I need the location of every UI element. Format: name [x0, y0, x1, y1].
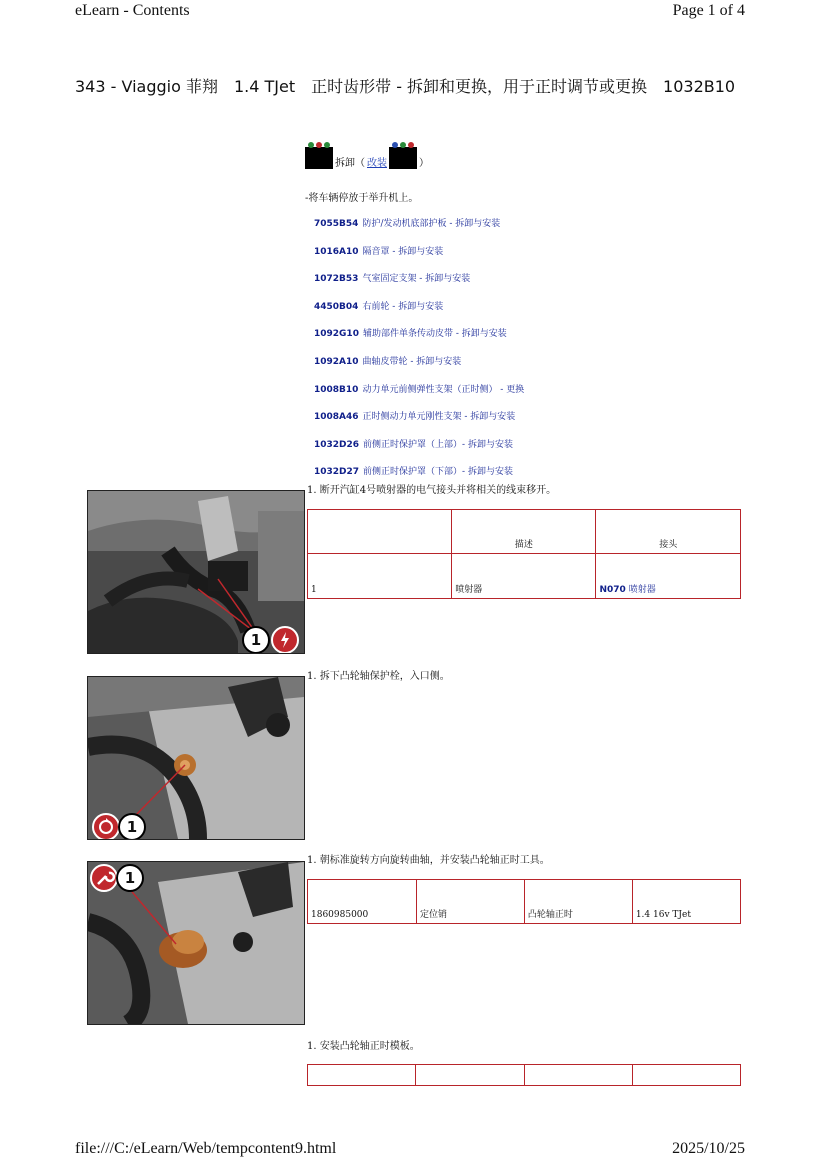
procedure-code: 1092G10 [314, 329, 359, 340]
procedure-code: 1008A46 [314, 412, 359, 423]
procedure-text: 右前轮 - 拆卸与安装 [362, 301, 444, 312]
table-cell[interactable] [596, 554, 741, 599]
callout-number: 1 [242, 626, 270, 654]
wrench-icon [90, 864, 118, 892]
tool-icon [389, 147, 417, 169]
table-header: 接头 [596, 510, 741, 554]
connector-text: 喷射器 [628, 585, 656, 595]
procedure-link[interactable] [314, 354, 524, 382]
table-cell [308, 1065, 416, 1086]
table-header [308, 510, 452, 554]
remove-icon [92, 813, 120, 840]
injector-connector-photo [87, 490, 305, 654]
camshaft-plug-photo [87, 676, 305, 840]
procedure-code: 1016A10 [314, 246, 359, 257]
procedure-link-list [314, 216, 524, 492]
tool-engine: 1.4 16v TJet [632, 880, 740, 924]
tool-name: 定位销 [416, 880, 524, 924]
callout-number: 1 [118, 813, 146, 840]
procedure-link[interactable] [314, 437, 524, 465]
table-cell: 喷射器 [452, 554, 596, 599]
procedure-link[interactable] [314, 409, 524, 437]
removal-section [305, 147, 429, 169]
tool-table [307, 879, 741, 924]
table-cell [524, 1065, 632, 1086]
removal-label: 拆卸（ [335, 158, 365, 169]
print-date: 2025/10/25 [672, 1140, 745, 1157]
procedure-code: 1032D27 [314, 467, 360, 478]
connector-table [307, 509, 741, 599]
table-cell [416, 1065, 524, 1086]
procedure-code: 4450B04 [314, 301, 359, 312]
procedure-text: 防护/发动机底部护板 - 拆卸与安装 [362, 219, 501, 229]
page-info: Page 1 of 4 [672, 2, 745, 19]
procedure-text: 隔音罩 - 拆卸与安装 [362, 246, 444, 257]
procedure-link[interactable] [314, 299, 524, 327]
procedure-code: 7055B54 [314, 219, 359, 229]
procedure-text: 前侧正时保护罩（下部）- 拆卸与安装 [363, 467, 513, 478]
table-cell: 1 [308, 554, 452, 599]
page-title: 343 - Viaggio 菲翔 1.4 TJet 正时齿形带 - 拆卸和更换，用于正时调节或更换 1032B10 [75, 77, 736, 96]
step-text: 1. 安装凸轮轴正时模板。 [307, 1041, 420, 1052]
removal-close: ） [419, 158, 429, 169]
procedure-code: 1072B53 [314, 274, 359, 285]
tool-part-number: 1860985000 [308, 880, 417, 924]
callout-number: 1 [116, 864, 144, 892]
lift-icon [305, 147, 333, 169]
tool-purpose: 凸轮轴正时 [524, 880, 632, 924]
procedure-text: 曲轴皮带轮 - 拆卸与安装 [362, 356, 462, 367]
procedure-text: 辅助部件单条传动皮带 - 拆卸与安装 [362, 329, 507, 340]
procedure-link[interactable] [314, 244, 524, 272]
procedure-code: 1092A10 [314, 356, 359, 367]
file-path: file:///C:/eLearn/Web/tempcontent9.html [75, 1140, 337, 1157]
procedure-link[interactable] [314, 216, 524, 244]
instruction-text: -将车辆停放于举升机上。 [305, 193, 419, 204]
procedure-text: 前侧正时保护罩（上部）- 拆卸与安装 [363, 439, 513, 450]
template-table [307, 1064, 741, 1086]
connector-code: N070 [599, 585, 626, 595]
step-text: 1. 断开汽缸4号喷射器的电气接头并将相关的线束移开。 [307, 485, 557, 496]
electrical-icon [271, 626, 299, 654]
procedure-link[interactable] [314, 271, 524, 299]
procedure-link[interactable] [314, 382, 524, 410]
modify-link[interactable]: 改装 [367, 158, 387, 169]
procedure-text: 正时侧动力单元刚性支架 - 拆卸与安装 [362, 412, 516, 423]
procedure-link[interactable] [314, 326, 524, 354]
procedure-code: 1032D26 [314, 439, 360, 450]
step-text: 1. 朝标准旋转方向旋转曲轴，并安装凸轮轴正时工具。 [307, 855, 550, 866]
app-title: eLearn - Contents [75, 2, 190, 19]
procedure-code: 1008B10 [314, 384, 359, 395]
procedure-text: 动力单元前侧弹性支架（正时侧） - 更换 [362, 384, 525, 395]
step-text: 1. 拆下凸轮轴保护栓，入口侧。 [307, 671, 450, 682]
procedure-text: 气室固定支架 - 拆卸与安装 [362, 274, 471, 285]
table-header: 描述 [452, 510, 596, 554]
timing-tool-photo [87, 861, 305, 1025]
table-cell [632, 1065, 740, 1086]
